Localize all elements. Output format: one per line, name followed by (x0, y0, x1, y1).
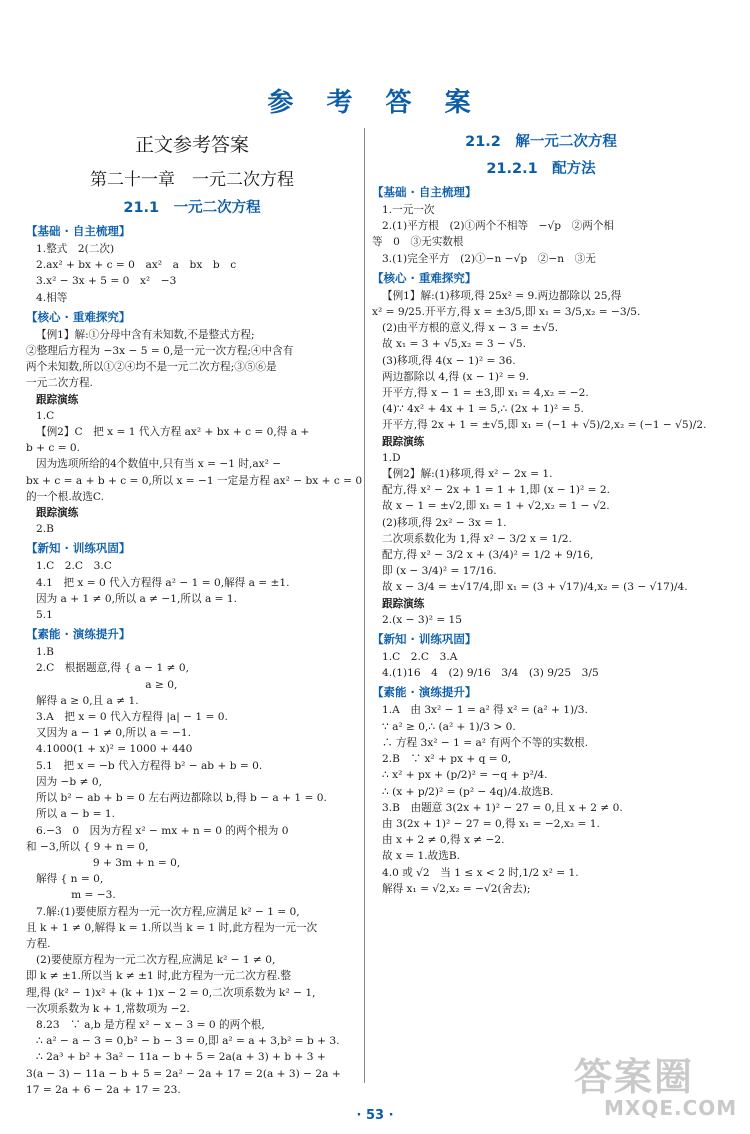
answer-line: x² = 9/25.开平方,得 x = ±3/5,即 x₁ = 3/5,x₂ = −3/5. (372, 306, 641, 319)
answer-line: 4.相等 (36, 291, 68, 304)
page-title-wrap (0, 82, 750, 119)
answer-line: 故 x = 1.故选B. (382, 850, 460, 863)
practice-label: 跟踪演练 (382, 597, 425, 610)
answer-line: 2.ax² + bx + c = 0 ax² a bx b c (36, 259, 237, 272)
answer-line: 故 x − 1 = ±√2,即 x₁ = 1 + √2,x₂ = 1 − √2. (382, 500, 610, 513)
answer-line: (3)移项,得 4(x − 1)² = 36. (382, 354, 516, 367)
answer-line: (4)∵ 4x² + 4x + 1 = 5,∴ (2x + 1)² = 5. (382, 403, 584, 416)
answer-line: 和 −3,所以 { 9 + n = 0, (26, 840, 149, 853)
answer-line: 4.1 把 x = 0 代入方程得 a² − 1 = 0,解得 a = ±1. (36, 576, 290, 589)
answers-heading: 正文参考答案 (134, 134, 249, 156)
answer-line: 由 3(2x + 1)² − 27 = 0,得 x₁ = −2,x₂ = 1. (382, 817, 600, 830)
answer-line: 所以 b² − ab + b = 0 左右两边都除以 b,得 b − a + 1 = 0. (36, 792, 327, 805)
answer-line: 1.D (382, 451, 401, 464)
answer-line: 2.B (36, 523, 54, 536)
answer-line: 由 x + 2 ≠ 0,得 x ≠ −2. (382, 834, 505, 847)
answer-line: 3.x² − 3x + 5 = 0 x² −3 (36, 275, 177, 288)
answer-line: 因为选项所给的4个数值中,只有当 x = −1 时,ax² − (36, 458, 282, 471)
answer-line: 解得 { n = 0, (36, 873, 104, 886)
answer-line: 方程. (26, 937, 51, 950)
answer-line: ∴ a² − a − 3 = 0,b² − b − 3 = 0,即 a² = a + 3,b² = b + 3. (36, 1035, 340, 1048)
practice-label: 跟踪演练 (36, 393, 79, 406)
answer-line: bx + c = a + b + c = 0,所以 x = −1 一定是方程 ax² − bx + c = 0 (26, 474, 363, 487)
answer-line: m = −3. (36, 889, 116, 902)
section-tag: 【核心 · 重难探究】 (26, 309, 131, 324)
answer-line: 配方,得 x² − 3/2 x + (3/4)² = 1/2 + 9/16, (382, 549, 594, 562)
answer-line: 1.C 2.C 3.C (36, 560, 112, 573)
answer-line: 7.解:(1)要使原方程为一元一次方程,应满足 k² − 1 = 0, (36, 905, 300, 918)
answer-line: 配方,得 x² − 2x + 1 = 1 + 1,即 (x − 1)² = 2. (382, 484, 611, 497)
answer-line: (2)由平方根的意义,得 x − 3 = ±√5. (382, 322, 559, 335)
answer-line: 解得 a ≥ 0,且 a ≠ 1. (36, 694, 139, 707)
right-answer-lines (372, 184, 710, 897)
answer-line: 等 0 ③无实数根 (372, 236, 464, 249)
answer-line: 【例1】解:①分母中含有未知数,不是整式方程; (36, 328, 255, 341)
answer-line: 一次项系数为 k + 1,常数项为 −2. (26, 1002, 190, 1015)
answer-line: ∵ a² ≥ 0,∴ (a² + 1)/3 > 0. (382, 720, 516, 733)
practice-label: 跟踪演练 (382, 435, 425, 448)
page-number: · 53 · (356, 1108, 394, 1123)
answer-line: 1.A 由 3x² − 1 = a² 得 x² = (a² + 1)/3. (382, 704, 588, 717)
answer-line: 【例1】解:(1)移项,得 25x² = 9.两边都除以 25,得 (382, 289, 622, 302)
answer-line: 故 x − 3/4 = ±√17/4,即 x₁ = (3 + √17)/4,x₂ = (3 − √17)/4. (382, 581, 688, 594)
answer-line: 4.(1)16 4 (2) 9/16 3/4 (3) 9/25 3/5 (382, 667, 599, 680)
answer-line: 2.(x − 3)² = 15 (382, 613, 463, 626)
answer-line: 9 + 3m + n = 0, (26, 856, 181, 869)
subsection-title-21-2-1: 21.2.1 配方法 (486, 161, 596, 177)
answer-line: 两个未知数,所以①②④均不是一元二次方程;③⑤⑥是 (26, 361, 277, 374)
answer-line: b + c = 0. (26, 442, 81, 455)
answer-line: 8.23 ∵ a,b 是方程 x² − x − 3 = 0 的两个根, (36, 1018, 265, 1031)
answer-line: 故 x₁ = 3 + √5,x₂ = 3 − √5. (382, 338, 527, 351)
section-tag: 【新知 · 训练巩固】 (372, 632, 477, 647)
answer-line: 【例2】C 把 x = 1 代入方程 ax² + bx + c = 0,得 a + (36, 426, 310, 439)
answer-line: 5.1 (36, 609, 53, 622)
answer-line: 即 (x − 3/4)² = 17/16. (382, 565, 497, 578)
answer-line: 1.B (36, 646, 54, 659)
answer-line: 1.C 2.C 3.A (382, 651, 458, 664)
column-divider (364, 128, 365, 1083)
watermark-main: 答案圈 (574, 1055, 695, 1099)
answer-line: 2.C 根据题意,得 { a − 1 ≠ 0, (36, 662, 190, 675)
left-answer-lines (26, 223, 363, 1098)
answer-line: ∴ x² + px + (p/2)² = −q + p²/4. (382, 769, 548, 782)
answer-line: 6.−3 0 因为方程 x² − mx + n = 0 的两个根为 0 (36, 824, 289, 837)
chapter-title: 第二十一章 一元二次方程 (90, 170, 294, 190)
answer-line: ②整理后方程为 −3x − 5 = 0,是一元一次方程;④中含有 (26, 345, 294, 358)
section-tag: 【核心 · 重难探究】 (372, 270, 477, 285)
answer-line: 两边都除以 4,得 (x − 1)² = 9. (382, 370, 529, 383)
answer-line: 开平方,得 2x + 1 = ±√5,即 x₁ = (−1 + √5)/2,x₂ = (−1 − √5)/2. (382, 419, 707, 432)
answer-line: 所以 a − b = 1. (36, 808, 115, 821)
answer-line: 即 k ≠ ±1.所以当 k ≠ ±1 时,此方程为一元二次方程.整 (26, 970, 291, 983)
answer-line: 2.B ∵ x² + px + q = 0, (382, 753, 512, 766)
answer-line: 17 = 2a + 6 − 2a + 17 = 23. (26, 1083, 181, 1096)
answer-line: ∴ 2a³ + b² + 3a² − 11a − b + 5 = 2a(a + 3) + b + 3 + (36, 1051, 326, 1064)
left-column (26, 128, 363, 1096)
answer-line: 2.(1)平方根 (2)①两个不相等 −√p ②两个相 (382, 220, 615, 233)
answer-line: 1.C (36, 409, 55, 422)
answer-line: 3.A 把 x = 0 代入方程得 |a| − 1 = 0. (36, 711, 228, 724)
answer-line: 因为 −b ≠ 0, (36, 775, 102, 788)
section-tag: 【基础 · 自主梳理】 (372, 185, 477, 199)
answer-line: 又因为 a − 1 ≠ 0,所以 a = −1. (36, 727, 192, 740)
answer-line: 因为 a + 1 ≠ 0,所以 a ≠ −1,所以 a = 1. (36, 592, 237, 605)
right-column (372, 128, 710, 1094)
answer-line: 【例2】解:(1)移项,得 x² − 2x = 1. (382, 468, 553, 481)
answer-line: 3(a − 3) − 11a − b + 5 = 2a² − 2a + 17 = 2(a + 3) − 2a + (26, 1067, 341, 1080)
answer-line: ∴ (x + p/2)² = (p² − 4q)/4.故选B. (382, 785, 554, 798)
section-tag: 【基础 · 自主梳理】 (26, 224, 131, 238)
practice-label: 跟踪演练 (36, 507, 79, 520)
section-tag: 【新知 · 训练巩固】 (26, 541, 131, 556)
section-tag: 【素能 · 演练提升】 (372, 685, 477, 700)
answer-line: 5.1 把 x = −b 代入方程得 b² − ab + b = 0. (36, 759, 263, 772)
answer-line: (2)移项,得 2x² − 3x = 1. (382, 516, 507, 529)
answer-line: (2)要使原方程为一元二次方程,应满足 k² − 1 ≠ 0, (36, 954, 276, 967)
answer-line: 一元二次方程. (26, 377, 93, 390)
answer-line: 二次项系数化为 1,得 x² − 3/2 x = 1/2. (382, 532, 572, 545)
answer-line: 4.1000(1 + x)² = 1000 + 440 (36, 743, 193, 756)
section-title-21-2: 21.2 解一元二次方程 (465, 134, 617, 150)
answer-line: 且 k + 1 ≠ 0,解得 k = 1.所以当 k = 1 时,此方程为一元一次 (26, 921, 318, 934)
section-tag: 【素能 · 演练提升】 (26, 627, 131, 642)
answer-line: 1.一元一次 (382, 204, 435, 216)
watermark-sub: MXQE.COM (604, 1096, 738, 1120)
answer-line: a ≥ 0, (36, 678, 178, 691)
section-title-21-1: 21.1 一元二次方程 (123, 200, 261, 216)
answer-line: 的一个根.故选C. (26, 490, 105, 503)
answer-line: 3.(1)完全平方 (2)①−n −√p ②−n ③无 (382, 252, 596, 265)
answer-line: ∴ 方程 3x² − 1 = a² 有两个不等的实数根. (382, 736, 589, 749)
answer-line: 1.整式 2(二次) (36, 243, 115, 255)
answer-line: 4.0 或 √2 当 1 ≤ x < 2 时,1/2 x² = 1. (382, 866, 579, 879)
page-title: 参 考 答 案 (267, 88, 483, 118)
answer-line: 解得 x₁ = √2,x₂ = −√2(舍去); (382, 882, 531, 895)
answer-line: 开平方,得 x − 1 = ±3,即 x₁ = 4,x₂ = −2. (382, 387, 589, 400)
answer-line: 3.B 由题意 3(2x + 1)² − 27 = 0,且 x + 2 ≠ 0. (382, 801, 623, 814)
answer-line: 理,得 (k² − 1)x² + (k + 1)x − 2 = 0,二次项系数为 k² − 1, (26, 986, 316, 999)
